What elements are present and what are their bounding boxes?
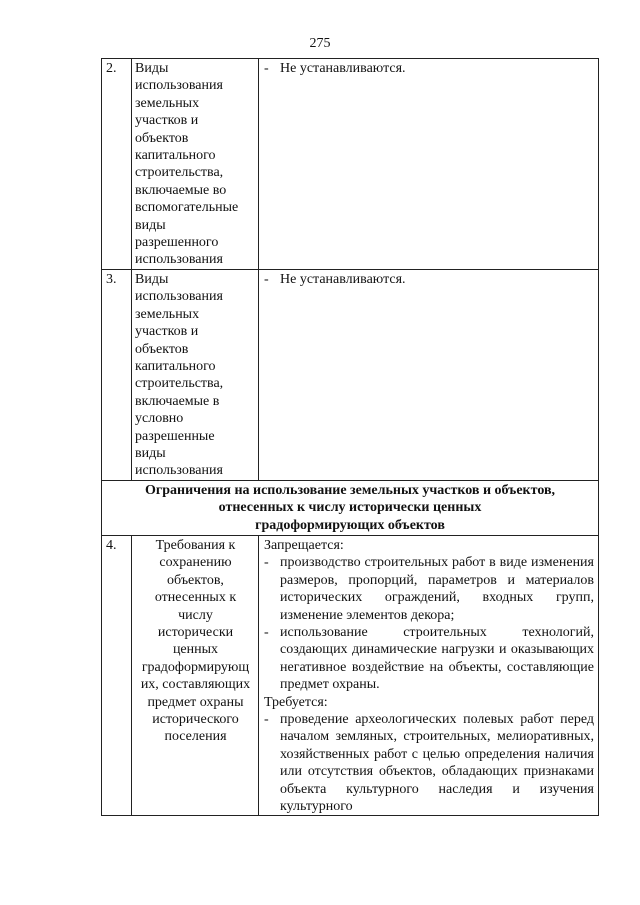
row-content bbox=[259, 269, 599, 480]
row-number: 4. bbox=[102, 535, 132, 816]
title-line: ценных bbox=[172, 642, 219, 658]
title-line: отнесенных к bbox=[154, 590, 237, 606]
title-line: объектов bbox=[135, 341, 189, 357]
title-line: разрешенного bbox=[135, 235, 219, 251]
row-title bbox=[132, 535, 259, 816]
title-line: разрешенные bbox=[135, 428, 215, 444]
section-header-row bbox=[102, 480, 599, 535]
title-line: капитального bbox=[135, 358, 216, 374]
title-line: Виды bbox=[135, 271, 169, 287]
title-line: условно bbox=[135, 411, 184, 427]
title-line: объектов, bbox=[167, 572, 224, 588]
dash-marker: - bbox=[264, 555, 269, 571]
dash-marker: - bbox=[264, 61, 269, 76]
title-line: исторического bbox=[152, 712, 239, 728]
title-line: участков и bbox=[135, 324, 199, 340]
row-title bbox=[132, 269, 259, 480]
prohibited-item: производство строительных работ в виде изменения размеров, пропорций, параметров и материалов исторических ограждений, входных групп, изменение элементов декора; bbox=[280, 555, 594, 623]
required-item: проведение археологических полевых работ перед началом земляных, строительных, мелиоративных, хозяйственных работ с целью определения наличия или отсутствия объектов, обладающих признаками объекта культурного наследия и изучения культурного bbox=[280, 712, 594, 815]
title-line: использования bbox=[135, 252, 223, 268]
table-row bbox=[102, 269, 599, 480]
title-line: включаемые в bbox=[135, 393, 220, 409]
row-number: 2. bbox=[102, 59, 132, 270]
page-number: 275 bbox=[309, 36, 331, 51]
title-line: числу bbox=[178, 607, 213, 623]
title-line: виды bbox=[135, 217, 166, 233]
row-content bbox=[259, 535, 599, 816]
list-item bbox=[264, 624, 594, 694]
list-item bbox=[264, 554, 594, 624]
section-header-line: Ограничения на использование земельных участков и объектов, bbox=[144, 482, 556, 498]
dash-marker: - bbox=[264, 271, 269, 287]
title-line: вспомогательные bbox=[135, 200, 239, 216]
regulations-table bbox=[101, 58, 599, 816]
title-line: участков и bbox=[135, 113, 199, 129]
title-line: Виды bbox=[135, 61, 169, 76]
title-line: объектов bbox=[135, 130, 189, 146]
title-line: строительства, bbox=[135, 165, 224, 181]
row-title bbox=[132, 59, 259, 270]
list-item bbox=[264, 711, 594, 815]
title-line: их, составляющих bbox=[140, 677, 251, 693]
row-content bbox=[259, 59, 599, 270]
prohibited-item: использование строительных технологий, создающих динамические нагрузки и оказывающих негативное воздействие на объекты, составляющие предмет охраны. bbox=[280, 625, 594, 693]
title-line: виды bbox=[135, 445, 166, 461]
table-row bbox=[102, 59, 599, 270]
section-header-line: градоформирующих объектов bbox=[255, 517, 445, 533]
section-header-line: отнесенных к числу исторически ценных bbox=[218, 500, 482, 516]
table-row bbox=[102, 535, 599, 816]
section-header bbox=[102, 480, 599, 535]
title-line: включаемые во bbox=[135, 182, 227, 198]
dash-marker: - bbox=[264, 625, 269, 640]
title-line: использования bbox=[135, 463, 223, 479]
title-line: исторически bbox=[157, 625, 234, 640]
prohibited-label: Запрещается: bbox=[264, 537, 344, 553]
title-line: капитального bbox=[135, 148, 216, 164]
title-line: Требования к bbox=[155, 537, 236, 553]
title-line: использования bbox=[135, 289, 223, 305]
title-line: градоформирующ bbox=[141, 659, 250, 675]
row-number: 3. bbox=[102, 269, 132, 480]
dash-marker: - bbox=[264, 712, 269, 728]
title-line: предмет охраны bbox=[147, 694, 244, 710]
content-text: Не устанавливаются. bbox=[280, 271, 406, 287]
list-item bbox=[264, 60, 594, 77]
required-label: Требуется: bbox=[264, 694, 328, 710]
title-line: сохранению bbox=[159, 555, 232, 571]
list-item bbox=[264, 271, 594, 288]
title-line: земельных bbox=[135, 306, 200, 322]
title-line: земельных bbox=[135, 95, 200, 111]
content-text: Не устанавливаются. bbox=[280, 61, 406, 76]
title-line: использования bbox=[135, 78, 223, 94]
title-line: строительства, bbox=[135, 376, 224, 392]
title-line: поселения bbox=[164, 729, 227, 745]
